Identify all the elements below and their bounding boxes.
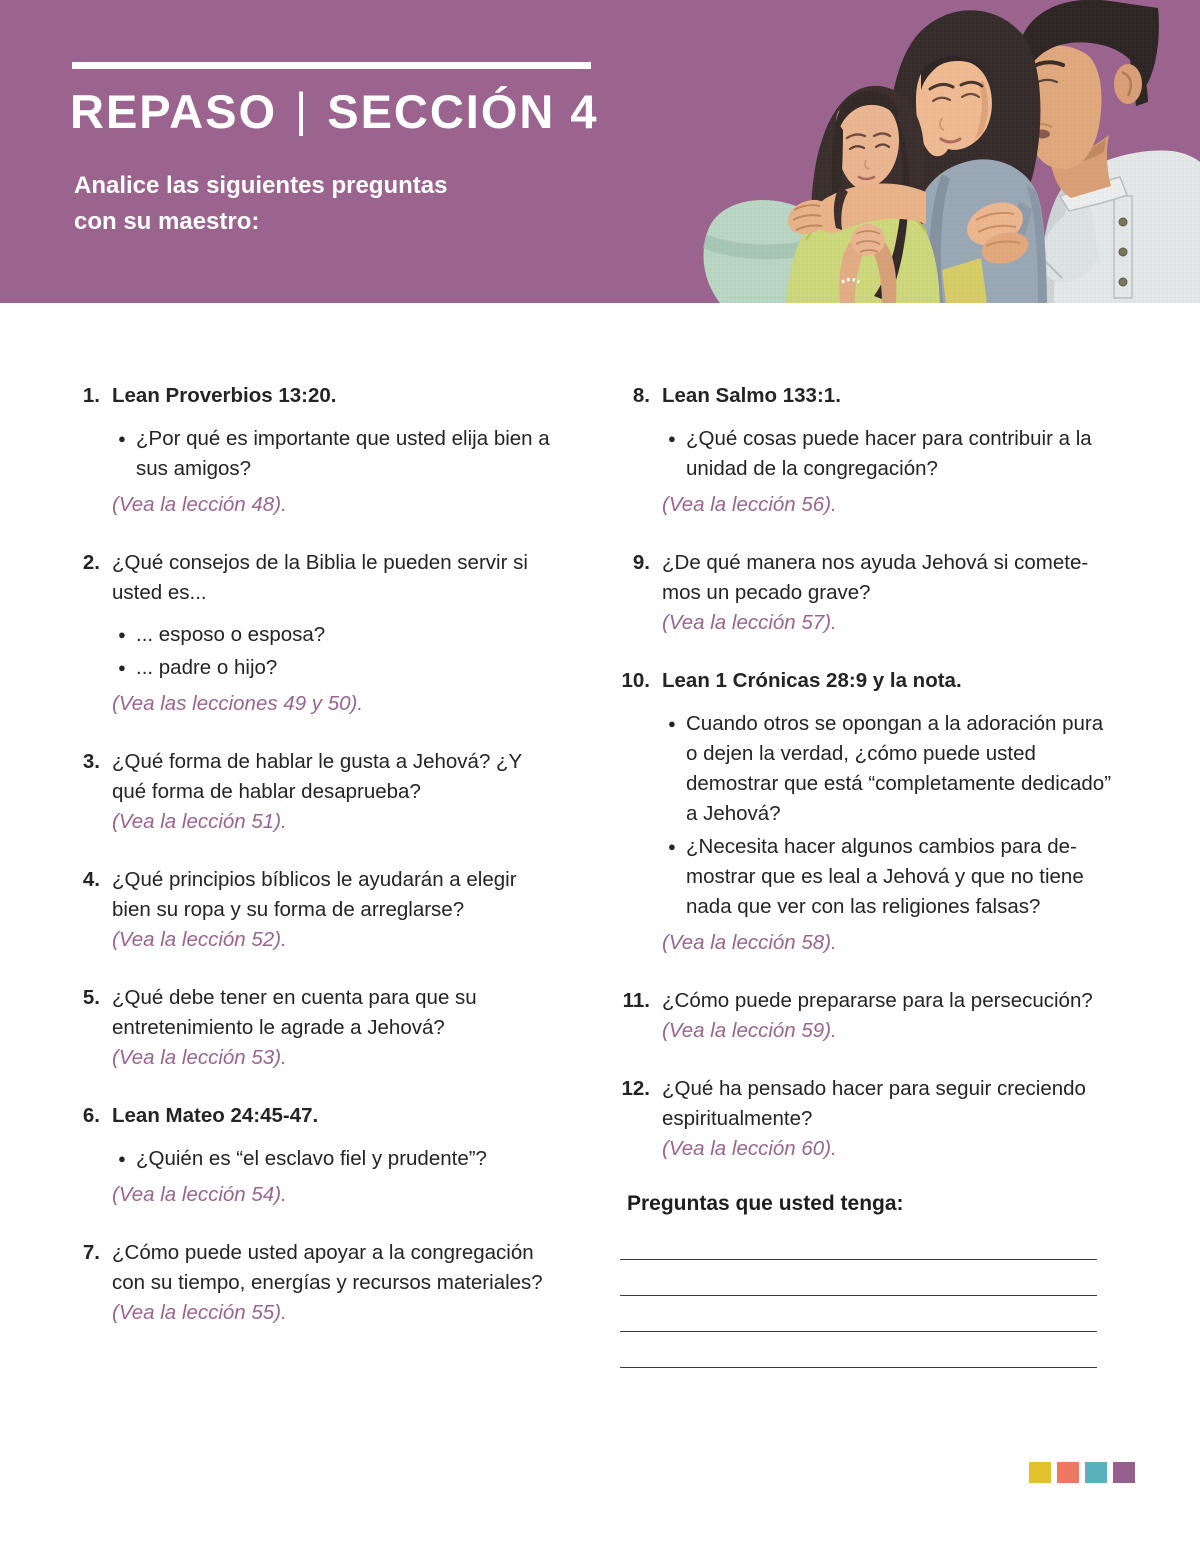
lesson-reference: (Vea la lección 53). (112, 1046, 287, 1069)
question-item (616, 666, 1116, 958)
question-body (662, 666, 1116, 958)
question-item (66, 381, 560, 520)
bullet-text: ... padre o hijo? (136, 656, 278, 679)
title-left: REPASO (70, 85, 277, 138)
color-square (1113, 1462, 1135, 1483)
bullet-icon: ● (118, 627, 126, 642)
bullet-row (112, 653, 560, 683)
question-number: 12. (621, 1077, 650, 1100)
lesson-reference: (Vea la lección 56). (662, 493, 837, 516)
answer-line (620, 1260, 1097, 1296)
question-number: 11. (622, 989, 650, 1012)
question-heading: Lean Mateo 24:45-47. (112, 1104, 319, 1127)
answer-lines (616, 1224, 1116, 1368)
lesson-reference: (Vea la lección 55). (112, 1301, 287, 1324)
question-item (616, 548, 1116, 638)
bullet-text: ¿Por qué es importante que usted elija bien a sus amigos? (136, 427, 550, 480)
question-item (66, 865, 560, 955)
bullet-row (112, 1144, 560, 1174)
question-number: 9. (632, 551, 650, 574)
bullet-icon: ● (668, 431, 676, 446)
question-number: 1. (82, 384, 100, 407)
question-item (616, 986, 1116, 1046)
question-number: 10. (621, 669, 650, 692)
question-body (662, 548, 1116, 638)
question-body (112, 548, 560, 719)
lesson-reference: (Vea la lección 48). (112, 493, 287, 516)
question-heading: Lean 1 Crónicas 28:9 y la nota. (662, 669, 962, 692)
bullet-text: Cuando otros se opongan a la adoración pura o dejen la verdad, ¿cómo puede usted demostrar que está “completamente dedicado” a Jehová? (686, 712, 1112, 825)
bullet-icon: ● (118, 431, 126, 446)
question-body (112, 1101, 560, 1210)
question-number: 2. (82, 551, 100, 574)
bullet-text: ¿Necesita hacer algunos cambios para demostrar que es leal a Jehová y que no tiene nada que ver con las religiones falsas? (686, 835, 1084, 918)
title-separator: | (295, 83, 310, 136)
questions-column-left (66, 381, 560, 1368)
color-square (1029, 1462, 1051, 1483)
lesson-reference: (Vea la lección 59). (662, 1019, 837, 1042)
bullet-row (112, 424, 560, 484)
question-body (112, 865, 560, 955)
question-body (112, 983, 560, 1073)
question-body (112, 1238, 560, 1328)
color-square (1085, 1462, 1107, 1483)
questions-column-right (616, 381, 1116, 1368)
question-number: 8. (632, 384, 650, 407)
question-text: ¿Qué forma de hablar le gusta a Jehová? ¿Y qué forma de hablar desaprueba? (112, 750, 522, 803)
page-title (70, 84, 599, 139)
own-questions-heading: Preguntas que usted tenga: (627, 1192, 904, 1215)
bullet-row (662, 424, 1116, 484)
halftone-overlay (690, 0, 1200, 303)
subtitle-line-2: con su maestro: (74, 208, 260, 235)
color-square (1057, 1462, 1079, 1483)
header-rule (72, 62, 591, 69)
question-text: ¿Qué ha pensado hacer para seguir creciendo espiritualmente? (662, 1077, 1086, 1130)
question-text: ¿Qué consejos de la Biblia le pueden servir si usted es... (112, 551, 528, 604)
question-text: ¿Qué debe tener en cuenta para que su entretenimiento le agrade a Jehová? (112, 986, 477, 1039)
question-item (616, 381, 1116, 520)
own-questions-section (616, 1192, 1116, 1368)
question-item (66, 983, 560, 1073)
lesson-reference: (Vea la lección 52). (112, 928, 287, 951)
question-heading: Lean Salmo 133:1. (662, 384, 841, 407)
question-item (66, 1238, 560, 1328)
question-number: 7. (82, 1241, 100, 1264)
question-number: 4. (82, 868, 100, 891)
question-item (66, 1101, 560, 1210)
bullet-text: ... esposo o esposa? (136, 623, 326, 646)
question-item (616, 1074, 1116, 1164)
lesson-reference: (Vea la lección 58). (662, 931, 837, 954)
family-praying-illustration (690, 0, 1200, 303)
header-band (0, 0, 1200, 303)
lesson-reference: (Vea la lección 60). (662, 1137, 837, 1160)
question-text: ¿Cómo puede prepararse para la persecución? (662, 989, 1093, 1012)
question-body (662, 1074, 1116, 1164)
subtitle-line-1: Analice las siguientes preguntas (74, 172, 448, 199)
bullet-text: ¿Quién es “el esclavo fiel y prudente”? (136, 1147, 487, 1170)
lesson-reference: (Vea la lección 54). (112, 1183, 287, 1206)
question-number: 3. (82, 750, 100, 773)
question-text: ¿Qué principios bíblicos le ayudarán a elegir bien su ropa y su forma de arreglarse? (112, 868, 517, 921)
bullet-icon: ● (118, 660, 126, 675)
title-right: SECCIÓN 4 (327, 85, 599, 138)
question-body (662, 986, 1116, 1046)
question-body (662, 381, 1116, 520)
bullet-row (112, 620, 560, 650)
answer-line (620, 1224, 1097, 1260)
bullet-row (662, 709, 1116, 829)
questions-area (66, 381, 1116, 1368)
question-body (112, 747, 560, 837)
lesson-reference: (Vea las lecciones 49 y 50). (112, 692, 364, 715)
question-number: 6. (82, 1104, 100, 1127)
bullet-row (662, 832, 1116, 922)
bullet-icon: ● (118, 1151, 126, 1166)
question-item (66, 548, 560, 719)
bullet-icon: ● (668, 839, 676, 854)
question-number: 5. (82, 986, 100, 1009)
lesson-reference: (Vea la lección 57). (662, 611, 837, 634)
question-body (112, 381, 560, 520)
lesson-reference: (Vea la lección 51). (112, 810, 287, 833)
color-squares (1029, 1462, 1135, 1483)
question-text: ¿Cómo puede usted apoyar a la congregación con su tiempo, energías y recursos materiales? (112, 1241, 543, 1294)
answer-line (620, 1296, 1097, 1332)
question-text: ¿De qué manera nos ayuda Jehová si cometemos un pecado grave? (662, 551, 1089, 604)
bullet-text: ¿Qué cosas puede hacer para contribuir a la unidad de la congregación? (686, 427, 1092, 480)
question-item (66, 747, 560, 837)
page-subtitle (74, 168, 447, 240)
bullet-icon: ● (668, 716, 676, 731)
answer-line (620, 1332, 1097, 1368)
question-heading: Lean Proverbios 13:20. (112, 384, 337, 407)
